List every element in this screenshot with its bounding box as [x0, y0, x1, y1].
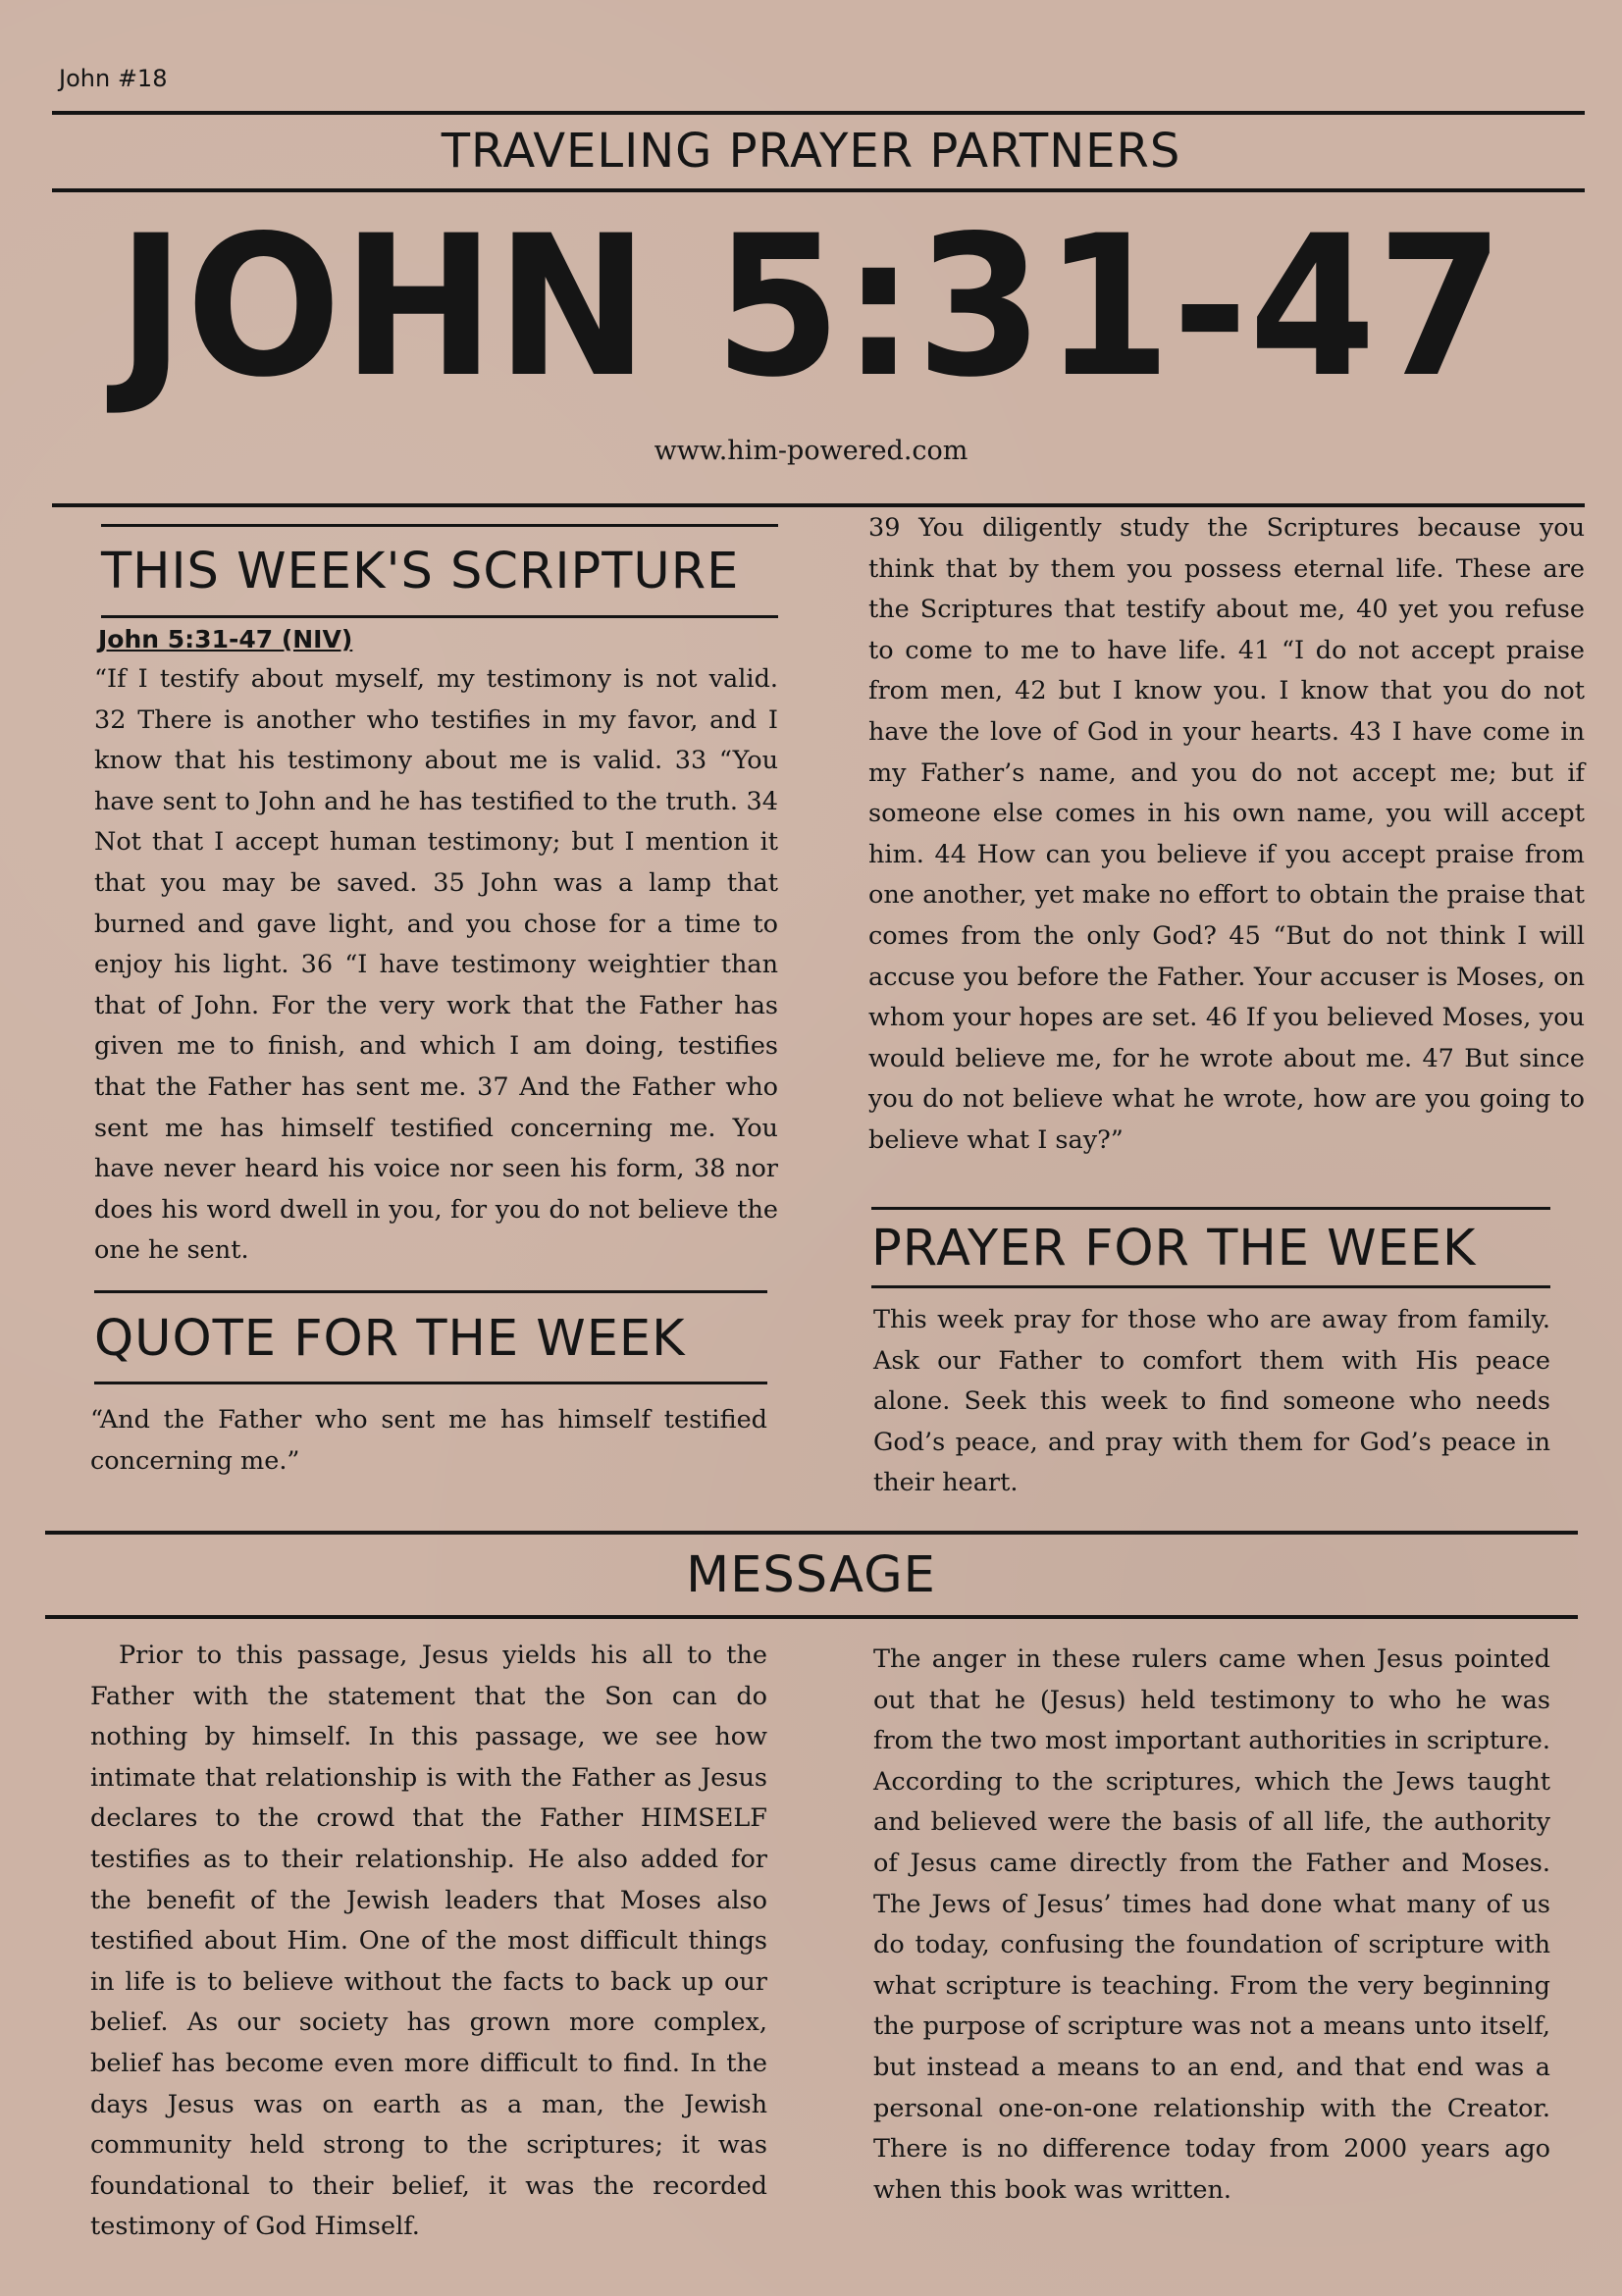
- masthead-top-rule: [52, 111, 1585, 115]
- masthead: TRAVELING PRAYER PARTNERS: [441, 124, 1181, 179]
- message-column-2: The anger in these rulers came when Jesus pointed out that he (Jesus) held testimony to who he was from the two most important authorities in scripture. According to the scriptures, which the Jews taught and believed were the basis of all life, the authority of Jesus came directly from the Father and Moses. The Jews of Jesus’ times had done what many of us do today, confusing the foundation of scripture with what scripture is teaching. From the very beginning the purpose of scripture was not a means unto itself, but instead a means to an end, and that end was a personal one-on-one relationship with the Creator. There is no difference today from 2000 years ago when this book was written.: [873, 1644, 1550, 2205]
- quote-heading-bottom-rule: [94, 1382, 767, 1384]
- scripture-reference: John 5:31-47 (NIV): [98, 625, 353, 653]
- message-bottom-rule: [45, 1615, 1578, 1619]
- prayer-text: This week pray for those who are away from family. Ask our Father to comfort them with His peace alone. Seek this week to find someone who needs God’s peace, and pray with them for God’s peace in their heart.: [873, 1305, 1550, 1498]
- scripture-heading: THIS WEEK'S SCRIPTURE: [101, 543, 740, 600]
- scripture-heading-top-rule: [101, 524, 778, 527]
- message-top-rule: [45, 1531, 1578, 1535]
- scripture-heading-bottom-rule: [101, 615, 778, 618]
- website-link[interactable]: www.him-powered.com: [654, 436, 968, 466]
- prayer-heading-top-rule: [871, 1207, 1550, 1210]
- page-title: JOHN 5:31-47: [117, 193, 1505, 420]
- scripture-text-part2: 39 You diligently study the Scriptures because you think that by them you possess eternal life. These are the Scriptures that testify about me, 40 yet you refuse to come to me to have life. 41 “I do not accept praise from men, 42 but I know you. I know that you do not have the love of God in your hearts. 43 I have come in my Father’s name, and you do not accept me; but if someone else comes in his own name, you will accept him. 44 How can you believe if you accept praise from one another, yet make no effort to obtain the praise that comes from the only God? 45 “But do not think I will accuse you before the Father. Your accuser is Moses, on whom your hopes are set. 46 If you believed Moses, you would believe me, for he wrote about me. 47 But since you do not believe what he wrote, how are you going to believe what I say?”: [868, 513, 1585, 1155]
- issue-label: John #18: [59, 65, 168, 92]
- quote-text: “And the Father who sent me has himself testified concerning me.”: [90, 1405, 767, 1476]
- header-bottom-rule: [52, 503, 1585, 507]
- scripture-text-part1: “If I testify about myself, my testimony is not valid. 32 There is another who testifies in my favor, and I know that his testimony about me is valid. 33 “You have sent to John and he has testified to the truth. 34 Not that I accept human testimony; but I mention it that you may be saved. 35 John was a lamp that burned and gave light, and you chose for a time to enjoy his light. 36 “I have testimony weightier than that of John. For the very work that the Father has given me to finish, and which I am doing, testifies that the Father has sent me. 37 And the Father who sent me has himself testified concerning me. You have never heard his voice nor seen his form, 38 nor does his word dwell in you, for you do not believe the one he sent.: [94, 664, 778, 1266]
- quote-heading-top-rule: [94, 1290, 767, 1293]
- message-column-1: Prior to this passage, Jesus yields his all to the Father with the statement that the Son can do nothing by himself. In this passage, we see how intimate that relationship is with the Father as Jesus declares to the crowd that the Father HIMSELF testifies as to their relationship. He also added for the benefit of the Jewish leaders that Moses also testified about Him. One of the most difficult things in life is to believe without the facts to back up our belief. As our society has grown more complex, belief has become even more difficult to find. In the days Jesus was on earth as a man, the Jewish community held strong to the scriptures; it was foundational to their belief, it was the recorded testimony of God Himself.: [90, 1641, 776, 2242]
- prayer-heading: PRAYER FOR THE WEEK: [871, 1220, 1477, 1278]
- message-heading: MESSAGE: [686, 1546, 936, 1604]
- prayer-heading-bottom-rule: [871, 1285, 1550, 1288]
- quote-heading: QUOTE FOR THE WEEK: [94, 1310, 686, 1368]
- masthead-bottom-rule: [52, 188, 1585, 192]
